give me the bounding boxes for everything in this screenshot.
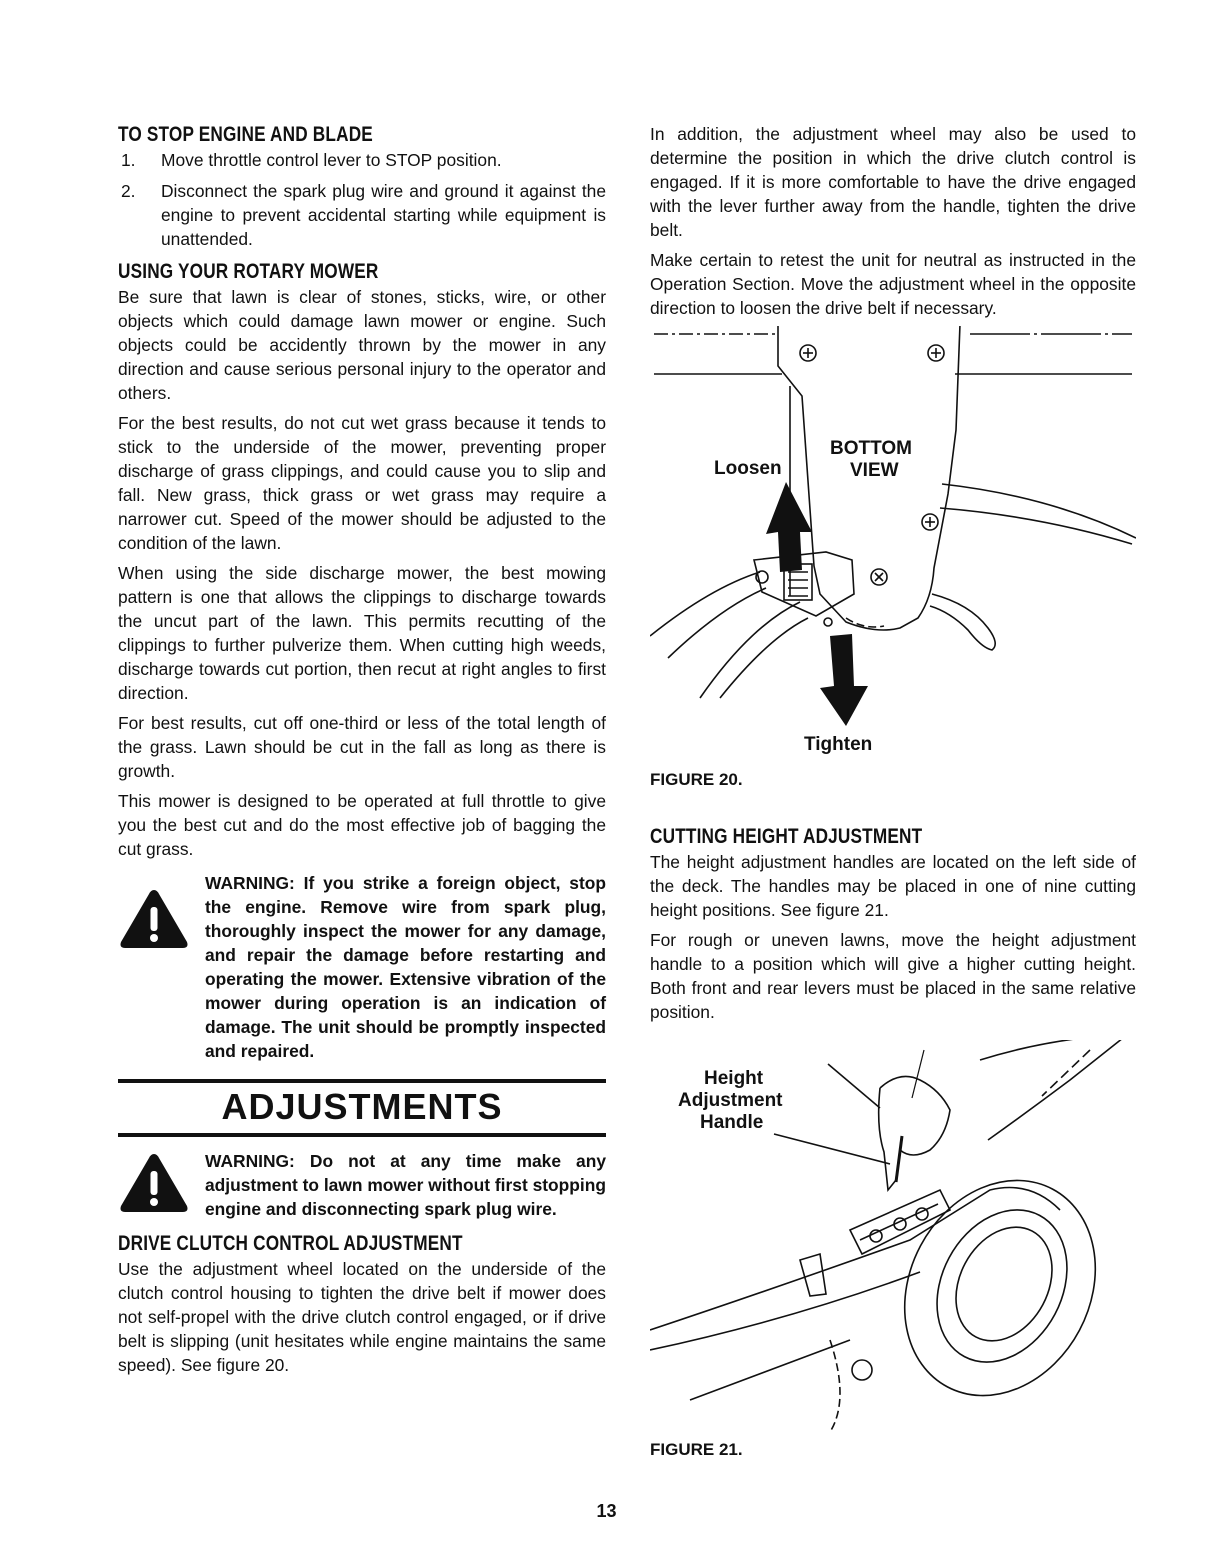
- rotary-paragraph: This mower is designed to be operated at full throttle to give you the best cut and do the most effective job of bagging the cut grass.: [118, 791, 606, 859]
- rotary-paragraph: When using the side discharge mower, the best mowing pattern is one that allows the clippings to discharge towards the uncut part of the lawn. This permits recutting of the clippings to further pulverize them. When cutting high weeds, discharge towards cut portion, then recut at right angles to first direction.: [118, 563, 606, 703]
- clutch-paragraph: In addition, the adjustment wheel may also be used to determine the position in which the drive clutch control is engaged. If it is more comfortable to have the drive engaged with the lever further away from the handle, tighten the drive belt.: [650, 124, 1136, 240]
- stop-engine-heading: TO STOP ENGINE AND BLADE: [118, 123, 373, 146]
- divider: [118, 1133, 606, 1137]
- view-label: VIEW: [850, 460, 899, 481]
- list-item: [118, 148, 606, 172]
- figure-20: [650, 326, 1136, 756]
- warning-triangle-icon: [118, 887, 190, 951]
- right-column: [650, 122, 1136, 1462]
- rotary-paragraph: Be sure that lawn is clear of stones, sticks, wire, or other objects which could damage lawn mower or engine. Such objects could be accidently thrown by the mower in any direction and cause serious personal injury to the operator and others.: [118, 287, 606, 403]
- tighten-label: Tighten: [804, 734, 873, 755]
- list-item: [118, 179, 606, 251]
- left-column: [118, 122, 606, 1383]
- figure-21: [650, 1040, 1136, 1432]
- height-label: Height: [704, 1068, 764, 1089]
- drive-clutch-paragraph: Use the adjustment wheel located on the underside of the clutch control housing to tighten the drive belt if mower does not self-propel with the drive clutch control engaged, or if drive belt is slipping (unit hesitates while engine maintains the same speed). See figure 20.: [118, 1259, 606, 1375]
- step-number: 1.: [121, 150, 136, 170]
- bottom-label: BOTTOM: [830, 438, 912, 459]
- cutting-paragraph: For rough or uneven lawns, move the height adjustment handle to a position which will give a higher cutting height. Both front and rear levers must be placed in the same relative position.: [650, 930, 1136, 1022]
- cutting-height-heading: CUTTING HEIGHT ADJUSTMENT: [650, 825, 923, 848]
- step-text: Move throttle control lever to STOP position.: [161, 150, 502, 170]
- figure-20-caption: FIGURE 20.: [650, 770, 743, 789]
- step-number: 2.: [121, 181, 136, 201]
- height-adjustment-illustration: [650, 1040, 1136, 1432]
- warning-text: WARNING: Do not at any time make any adjustment to lawn mower without first stopping engine and disconnecting spark plug wire.: [205, 1151, 606, 1219]
- adjustment-label: Adjustment: [678, 1090, 783, 1111]
- step-text: Disconnect the spark plug wire and ground it against the engine to prevent accidental starting while equipment is unattended.: [161, 181, 606, 249]
- drive-clutch-heading: DRIVE CLUTCH CONTROL ADJUSTMENT: [118, 1232, 463, 1255]
- adjustment-warning: [118, 1149, 606, 1221]
- handle-label: Handle: [700, 1112, 764, 1133]
- rotary-paragraph: For the best results, do not cut wet grass because it tends to stick to the underside of the mower, preventing proper discharge of grass clippings, and could cause you to slip and fall. New grass, thick grass or wet grass may require a narrower cut. Speed of the mower should be adjusted to the condition of the lawn.: [118, 413, 606, 553]
- clutch-bottom-view-illustration: [650, 326, 1136, 756]
- adjustments-banner: [118, 1079, 606, 1137]
- foreign-object-warning: [118, 871, 606, 1063]
- loosen-label: Loosen: [714, 458, 782, 479]
- cutting-paragraph: The height adjustment handles are located on the left side of the deck. The handles may be placed in one of nine cutting height positions. See figure 21.: [650, 852, 1136, 920]
- stop-steps-list: [118, 148, 606, 251]
- rotary-mower-heading: USING YOUR ROTARY MOWER: [118, 260, 379, 283]
- figure-21-caption: FIGURE 21.: [650, 1440, 743, 1459]
- divider: [118, 1079, 606, 1083]
- clutch-paragraph: Make certain to retest the unit for neutral as instructed in the Operation Section. Move the adjustment wheel in the opposite direction to loosen the drive belt if necessary.: [650, 250, 1136, 318]
- rotary-paragraph: For best results, cut off one-third or less of the total length of the grass. Lawn should be cut in the fall as long as there is growth.: [118, 713, 606, 781]
- page-number: 13: [596, 1501, 617, 1521]
- warning-triangle-icon: [118, 1151, 190, 1215]
- adjustments-title: ADJUSTMENTS: [221, 1086, 503, 1127]
- warning-text: WARNING: If you strike a foreign object, stop the engine. Remove wire from spark plug, thoroughly inspect the mower for any damage, and repair the damage before restarting and operating the mower. Extensive vibration of the mower during operation is an indication of damage. The unit should be promptly inspected and repaired.: [205, 873, 606, 1061]
